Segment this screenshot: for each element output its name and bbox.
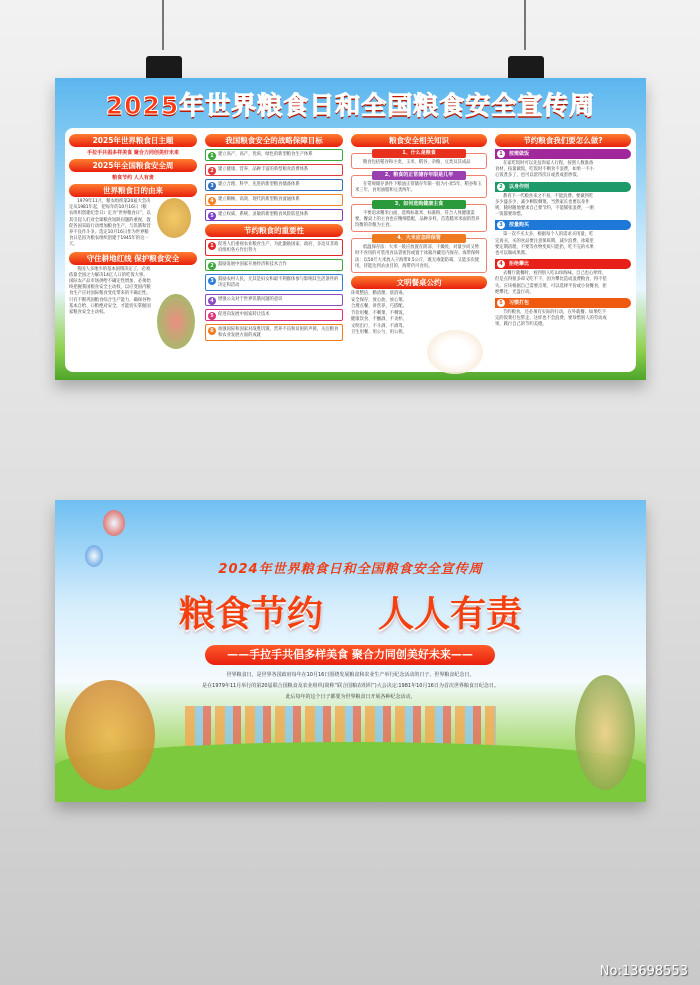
pledge-banner: 文明餐桌公约	[351, 276, 487, 289]
origin-text: 1979年11月，粮农组织第20届大会决定从1981年起，把每年的10月16日（粮农组织创建纪念日）定为“世界粮食日”，以其引起人们对全球粮食短缺问题的重视，敦促各国采取行动增加粮食生产，与饥饿和营养不良作斗争。选定10月16日作为世界粮食日是因为粮农组织创建于1945年的这一天。	[69, 199, 151, 248]
harvest-hut-with-kids-illustration	[65, 680, 155, 790]
question-heading: 4、大米应怎样保管	[372, 234, 466, 243]
clip-wire	[162, 0, 164, 50]
goal-item	[205, 259, 343, 271]
goals-banner: 我国粮食安全的战略保障目标	[205, 134, 343, 147]
number-badge: 3	[208, 182, 216, 190]
number-badge: 1	[208, 152, 216, 160]
pledge-line: 合理点餐、讲营养、巧搭配。	[351, 304, 407, 310]
knowledge-banner: 粮食安全相关知识	[351, 134, 487, 147]
goal-item	[205, 164, 343, 176]
goal-item	[205, 194, 343, 206]
answer-text: 粮食包括稻谷和小麦、玉米、稻谷、杂粮、豆类及其成品	[363, 160, 471, 165]
goals-list	[205, 149, 343, 221]
goal-item	[205, 239, 343, 256]
theme-text: 手拉手共倡多样美食 聚合力同创美好未来	[87, 150, 179, 156]
empty-plate-hands-illustration	[427, 330, 483, 374]
pledge-line: 环境整洁、勤清理、晨消毒。	[351, 291, 407, 297]
heading-text: 按需做饭	[509, 151, 530, 157]
top-board	[55, 78, 646, 380]
heading-text: 习惯打包	[509, 300, 530, 307]
how-to-heading	[495, 298, 631, 308]
number-badge: 5	[497, 299, 505, 307]
question-heading: 1、什么是粮食	[372, 149, 466, 158]
answer-text: 在常规储存条件下粮油正常储存年限一般为小麦5年，稻谷和玉米三年，食用油脂和豆类两年。	[355, 182, 482, 194]
goal-text: 鼓励发展中国家开展经济和技术合作	[218, 262, 287, 267]
knowledge-item	[351, 172, 487, 197]
goal-item	[205, 309, 343, 321]
pledge-line: 安全保存、放心油、放心菜。	[351, 297, 407, 303]
week-banner: 2025年全国粮食安全周	[69, 159, 197, 172]
pledge-line: 文明出行、不斗酒、不酒驾。	[351, 323, 407, 329]
intro-paragraph-line: 世界粮食日，是世界各国政府每年在10月16日围绕发展粮食和农业生产举行纪念活动的日子。世界粮食纪念日，	[226, 672, 475, 678]
goal-text: 鼓励农村人民，尤其是妇女和最不利群体参与影响其生活条件的决定和活动	[218, 277, 339, 288]
farmer-planting-illustration	[157, 294, 195, 349]
redline-banner: 守住耕地红线 保护粮食安全	[69, 252, 197, 265]
heading-text: 拒绝攀比	[509, 261, 530, 268]
how-to-banner: 节约粮食我们要怎么做?	[495, 134, 631, 147]
number-badge: 4	[497, 260, 505, 268]
how-to-text: 节约粮食，还必须有实际的行动，在外就餐，如果吃不完的饭菜打包带走，这样也不会浪费，要珍惜别人的劳动成果，践行自己的节约美德。	[495, 310, 607, 328]
number-badge: 5	[208, 312, 216, 320]
how-to-list	[495, 149, 631, 329]
binder-clip-right	[508, 0, 544, 82]
question-heading: 3、如何选购健康主食	[372, 200, 466, 209]
watermark-logo	[40, 820, 660, 940]
how-to-heading	[495, 220, 631, 230]
origin-banner: 世界粮食日的由来	[69, 184, 197, 197]
goal-item	[205, 294, 343, 306]
headline	[55, 586, 646, 637]
goal-item	[205, 149, 343, 161]
number-badge: 6	[208, 327, 216, 335]
number-badge: 3	[208, 277, 216, 285]
how-to-text: 在家吃饭时可以先征询家人行程，按照人数准备食材，按量做饭，吃饭时不剩食不浪费，如果一不小心饭煮多了，也可以留待次日或煮成蛋炒饭。	[495, 161, 594, 179]
goal-text: 建立健康、营养、品种丰富的新型粮食消费体系	[218, 167, 309, 172]
column-how-to-save	[495, 134, 631, 329]
goal-item	[205, 274, 343, 291]
column-goals	[205, 134, 343, 344]
column-knowledge	[351, 134, 487, 337]
importance-list	[205, 239, 343, 341]
goal-text: 建立顺畅、高效、现代的新型粮食流通体系	[218, 197, 300, 202]
clip-wire	[524, 0, 526, 50]
intro-paragraph-line: 此后每年的这个日子都要为世界粮食日开展各种纪念活动。	[285, 694, 416, 700]
number-badge: 1	[497, 150, 505, 158]
how-to-text: 第一次不买太多，根据每个人的需求买用量，吃完再买，买的食品要注意保质期，减少浪费，冰箱里要定期清理，不要等食物变质只能扔，吃不完的水果也可以做成果酱。	[495, 232, 594, 257]
goal-text: 建立权威、系统、灵敏的新型粮食风险防范体系	[218, 212, 309, 217]
goal-text: 建立高产、高产、优质、绿色的新型粮食生产体系	[218, 152, 313, 157]
goal-text: 增强公众对于世界饥饿问题的意识	[218, 297, 283, 302]
how-to-text: 教育下一代粮食来之不易，不能浪费。要做到吃多少盛多少，减少剩饭剩菜。当然家长也要以身作则，随时随地要求自己要节约，不能铺张浪费，一粥一饭都要珍惜。	[495, 193, 594, 218]
question-heading: 2、粮食的正常储存年限是几年	[372, 171, 466, 180]
number-badge: 1	[208, 242, 216, 250]
pledge-list	[351, 291, 487, 337]
number-badge: 4	[208, 297, 216, 305]
how-to-heading	[495, 259, 631, 269]
bottom-board	[55, 500, 646, 802]
theme-banner: 2025年世界粮食日主题	[69, 134, 197, 147]
heading-text: 以身作则	[509, 183, 530, 190]
goal-item	[205, 209, 343, 221]
headline-right: 人人有责	[378, 594, 523, 635]
farmer-with-basket-illustration	[575, 675, 635, 790]
number-badge: 4	[208, 197, 216, 205]
answer-text: 不要追求精米白面，选购标准米、标准粉，符合人体健康需要。餐桌上的主食也应精细搭配，品种多样，首选糙米米面的营养均衡的杂粮为主食。	[355, 210, 480, 229]
goal-item	[205, 324, 343, 341]
heading-text: 按量购买	[509, 222, 530, 229]
knowledge-list	[351, 150, 487, 273]
knowledge-item	[351, 200, 487, 233]
goal-text: 促进向发展中国家转让技术	[218, 312, 270, 317]
how-to-heading	[495, 149, 631, 159]
redline-text: 我国人多地少的基本国情决定了，必须依靠全国之力解决14亿人口的吃饭大事。国际农产品市场供给不确定性增加，必须始终把握我国粮食安全主动权，以应变国内粮食生产应对国际粮食变化带来的不确定性。只有不断巩固粮食综合生产能力，确保谷物基本自给、口粮绝对安全，才能切实掌握国家粮食安全主动权。	[69, 266, 151, 316]
top-board-title: 2025年世界粮食日和全国粮食安全宣传周	[105, 91, 596, 120]
goal-item	[205, 179, 343, 191]
goal-text: 促进人们重视农业粮食生产，为此激励国家、政府、多边及非政府组织各方作出努力	[218, 242, 339, 253]
column-intro	[69, 134, 197, 316]
number-badge: 2	[208, 262, 216, 270]
goal-text: 加强国际和国家对战胜饥饿、营养不良和贫困的声援，关注粮食和农业发展方面的成就	[218, 327, 339, 338]
how-to-text: 去餐厅就餐时，看到别人吃山珍海味，自己也心痒痒，但是点得很多却又吃不下，因为攀比造成浪费粮食，得不偿失。应该根据自己需要点菜，可以选择半份或小份餐食，拒绝攀比，光盘行动。	[495, 271, 607, 295]
importance-banner: 节约粮食的重要性	[205, 224, 343, 237]
week-text: 粮食节约 人人有责	[112, 175, 154, 181]
number-badge: 2	[497, 183, 505, 191]
goal-text: 建立合理、科学、先进的新型粮食储备体系	[218, 182, 300, 187]
number-badge: 5	[208, 212, 216, 220]
pledge-line: 节俭用餐、不剩菜、不剩饭。	[351, 310, 407, 316]
how-to-heading	[495, 182, 631, 192]
number-badge: 3	[497, 221, 505, 229]
binder-clip-left	[146, 0, 182, 82]
knowledge-item	[351, 235, 487, 273]
slogan-pill: ——手拉手共倡多样美食 聚合力同创美好未来——	[205, 645, 495, 665]
answer-text: 低温保存法：大米一般应放置在阴凉、干燥处，对量少而又暂时不食用的可装用食品袋密封或置于冰箱冷藏室内保存。海带保鲜法：以50斤大米放入干海带0.5公斤，既无毒能防霉，又能多次使用，待能达到杀虫目的，海带仍可食用。	[355, 245, 480, 269]
headline-left: 粮食节约	[178, 594, 323, 635]
pledge-line: 健康饮食、不酗酒、不贪杯。	[351, 317, 407, 323]
number-badge: 2	[208, 167, 216, 175]
knowledge-item	[351, 150, 487, 169]
image-id-label: No:13698553	[599, 964, 688, 979]
intro-paragraph-line: 是在1979年11月举行的第20届联合国粮食及农业组织(简称“联合国粮农组织”)大会决定:1981年10月16日为首次世界粮食日纪念日。	[202, 683, 499, 689]
pledge-line: 卫生用餐、用公勺、用公筷。	[351, 330, 407, 336]
bottom-subtitle: 2024年世界粮食日和全国粮食安全宣传周	[218, 562, 483, 577]
content-panel	[65, 128, 636, 372]
farmer-with-wheat-illustration	[157, 198, 191, 238]
hot-air-balloon-icon	[103, 510, 125, 536]
